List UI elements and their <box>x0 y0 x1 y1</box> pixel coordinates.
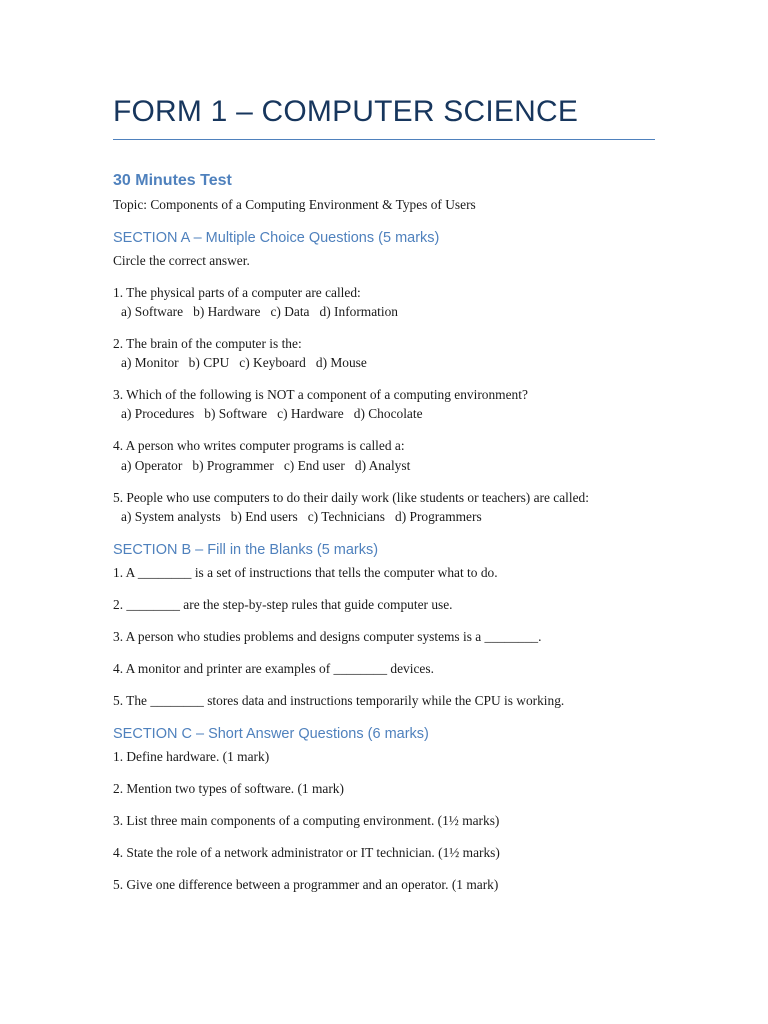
mcq-options: a) Monitor b) CPU c) Keyboard d) Mouse <box>121 355 367 370</box>
mcq-question: 4. A person who writes computer programs is called a: <box>113 438 405 453</box>
short-answer-question: 2. Mention two types of software. (1 mark) <box>113 781 344 796</box>
topic-line: Topic: Components of a Computing Environment & Types of Users <box>113 197 476 212</box>
mcq-question: 5. People who use computers to do their daily work (like students or teachers) are called: <box>113 490 589 505</box>
short-answer-question: 4. State the role of a network administrator or IT technician. (1½ marks) <box>113 845 500 860</box>
section-b-heading: SECTION B – Fill in the Blanks (5 marks) <box>113 542 379 558</box>
page-title: FORM 1 – COMPUTER SCIENCE <box>113 95 579 128</box>
mcq-question: 1. The physical parts of a computer are called: <box>113 285 361 300</box>
short-answer-question: 1. Define hardware. (1 mark) <box>113 749 270 764</box>
short-answer-question: 3. List three main components of a computing environment. (1½ marks) <box>113 813 500 828</box>
short-answer-question: 5. Give one difference between a programmer and an operator. (1 mark) <box>113 877 499 892</box>
mcq-question: 3. Which of the following is NOT a component of a computing environment? <box>113 387 528 402</box>
test-subtitle: 30 Minutes Test <box>113 172 232 189</box>
mcq-question: 2. The brain of the computer is the: <box>113 336 302 351</box>
fill-blank-question: 3. A person who studies problems and designs computer systems is a ________. <box>113 629 542 644</box>
section-a-heading: SECTION A – Multiple Choice Questions (5 marks) <box>113 230 440 246</box>
title-divider <box>113 139 655 140</box>
section-c-heading: SECTION C – Short Answer Questions (6 marks) <box>113 726 429 742</box>
mcq-options: a) System analysts b) End users c) Technicians d) Programmers <box>121 509 482 524</box>
fill-blank-question: 4. A monitor and printer are examples of ________ devices. <box>113 661 434 676</box>
mcq-options: a) Procedures b) Software c) Hardware d) Chocolate <box>121 406 423 421</box>
mcq-options: a) Software b) Hardware c) Data d) Information <box>121 304 398 319</box>
mcq-options: a) Operator b) Programmer c) End user d) Analyst <box>121 458 411 473</box>
fill-blank-question: 5. The ________ stores data and instructions temporarily while the CPU is working. <box>113 693 565 708</box>
section-a-instruction: Circle the correct answer. <box>113 253 250 268</box>
fill-blank-question: 2. ________ are the step-by-step rules that guide computer use. <box>113 597 453 612</box>
fill-blank-question: 1. A ________ is a set of instructions that tells the computer what to do. <box>113 565 498 580</box>
